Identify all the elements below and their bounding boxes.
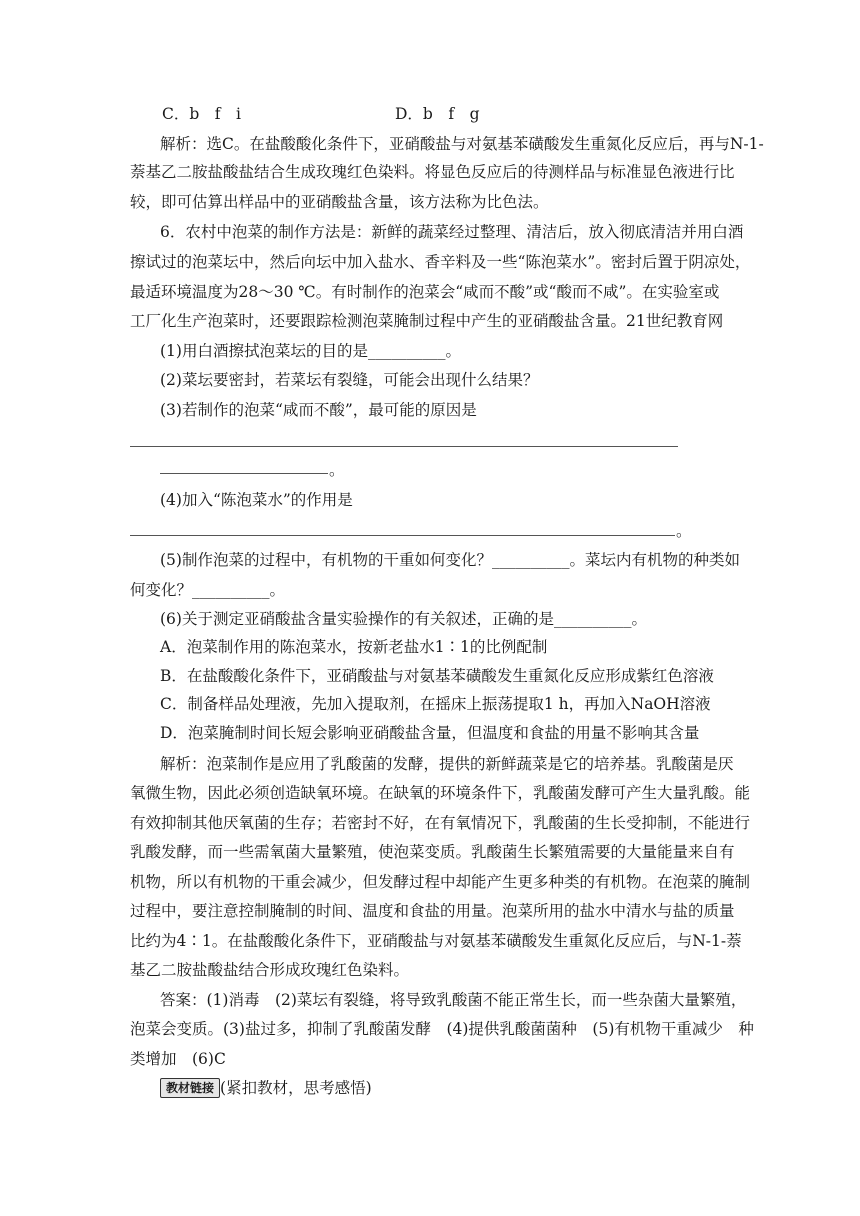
sub-question-4: (4)加入“陈泡菜水”的作用是 bbox=[160, 491, 353, 509]
answer-blank-line bbox=[130, 446, 678, 447]
question-line: 擦试过的泡菜坛中，然后向坛中加入盐水、香辛料及一些“陈泡菜水”。密封后置于阴凉处， bbox=[130, 253, 751, 271]
answer-line: 类增加 (6)C bbox=[130, 1050, 226, 1068]
option-d: D．b f g bbox=[395, 105, 480, 123]
analysis-line: 萘基乙二胺盐酸盐结合生成玫瑰红色染料。将显色反应后的待测样品与标准显色液进行比 bbox=[130, 163, 735, 181]
sub-question-1: (1)用白酒擦拭泡菜坛的目的是__________。 bbox=[160, 342, 461, 360]
sub-question-2: (2)菜坛要密封，若菜坛有裂缝，可能会出现什么结果？ bbox=[160, 371, 539, 389]
analysis-line: 乳酸发酵，而一些需氧菌大量繁殖，使泡菜变质。乳酸菌生长繁殖需要的大量能量来自有 bbox=[130, 843, 735, 861]
sub-question-3: (3)若制作的泡菜“咸而不酸”，最可能的原因是 bbox=[160, 401, 477, 419]
sub-question-6: (6)关于测定亚硝酸盐含量实验操作的有关叙述，正确的是__________。 bbox=[160, 610, 647, 628]
sub-question-5-cont: 何变化？__________。 bbox=[130, 581, 286, 599]
textbook-link-row bbox=[160, 1078, 372, 1098]
choice-b: B．在盐酸酸化条件下，亚硝酸盐与对氨基苯磺酸发生重氮化反应形成紫红色溶液 bbox=[160, 667, 714, 685]
blank-end-mark: 。 bbox=[676, 522, 692, 540]
answer-line: 泡菜会变质。(3)盐过多，抑制了乳酸菌发酵 (4)提供乳酸菌菌种 (5)有机物干重减少 种 bbox=[130, 1020, 754, 1038]
question-line: 工厂化生产泡菜时，还要跟踪检测泡菜腌制过程中产生的亚硝酸盐含量。21世纪教育网 bbox=[130, 312, 724, 330]
analysis-line: 有效抑制其他厌氧菌的生存；若密封不好，在有氧情况下，乳酸菌的生长受抑制，不能进行 bbox=[130, 814, 751, 832]
question-line: 6．农村中泡菜的制作方法是：新鲜的蔬菜经过整理、清洁后，放入彻底清洁并用白酒 bbox=[160, 223, 744, 241]
choice-c: C．制备样品处理液，先加入提取剂，在摇床上振荡提取1 h，再加入NaOH溶液 bbox=[160, 695, 711, 713]
analysis-line: 氧微生物，因此必须创造缺氧环境。在缺氧的环境条件下，乳酸菌发酵可产生大量乳酸。能 bbox=[130, 784, 751, 802]
analysis-line: 较，即可估算出样品中的亚硝酸盐含量，该方法称为比色法。 bbox=[130, 193, 549, 211]
analysis-line: 过程中，要注意控制腌制的时间、温度和食盐的用量。泡菜所用的盐水中清水与盐的质量 bbox=[130, 902, 735, 920]
sub-question-5: (5)制作泡菜的过程中，有机物的干重如何变化？__________。菜坛内有机物的种类如 bbox=[160, 551, 740, 569]
analysis-line: 基乙二胺盐酸盐结合形成玫瑰红色染料。 bbox=[130, 961, 410, 979]
option-c: C．b f i bbox=[162, 105, 241, 123]
choice-d: D．泡菜腌制时间长短会影响亚硝酸盐含量，但温度和食盐的用量不影响其含量 bbox=[160, 724, 700, 742]
textbook-link-note: (紧扣教材，思考感悟) bbox=[220, 1079, 372, 1097]
analysis-line: 解析：泡菜制作是应用了乳酸菌的发酵，提供的新鲜蔬菜是它的培养基。乳酸菌是厌 bbox=[160, 755, 734, 773]
choice-a: A．泡菜制作用的陈泡菜水，按新老盐水1∶1的比例配制 bbox=[160, 638, 548, 656]
answer-blank-line bbox=[130, 535, 675, 536]
textbook-link-badge: 教材链接 bbox=[160, 1078, 220, 1098]
analysis-line: 比约为4∶1。在盐酸酸化条件下，亚硝酸盐与对氨基苯磺酸发生重氮化反应后，与N-1-萘 bbox=[130, 932, 742, 950]
answer-line: 答案：(1)消毒 (2)菜坛有裂缝，将导致乳酸菌不能正常生长，而一些杂菌大量繁殖， bbox=[160, 991, 747, 1009]
answer-blank-line bbox=[160, 473, 328, 474]
analysis-line: 解析：选C。在盐酸酸化条件下，亚硝酸盐与对氨基苯磺酸发生重氮化反应后，再与N-1- bbox=[160, 135, 764, 153]
analysis-line: 机物，所以有机物的干重会减少，但发酵过程中却能产生更多种类的有机物。在泡菜的腌制 bbox=[130, 873, 751, 891]
question-line: 最适环境温度为28～30 ℃。有时制作的泡菜会“咸而不酸”或“酸而不咸”。在实验室或 bbox=[130, 283, 720, 301]
blank-end-mark: 。 bbox=[329, 461, 345, 479]
